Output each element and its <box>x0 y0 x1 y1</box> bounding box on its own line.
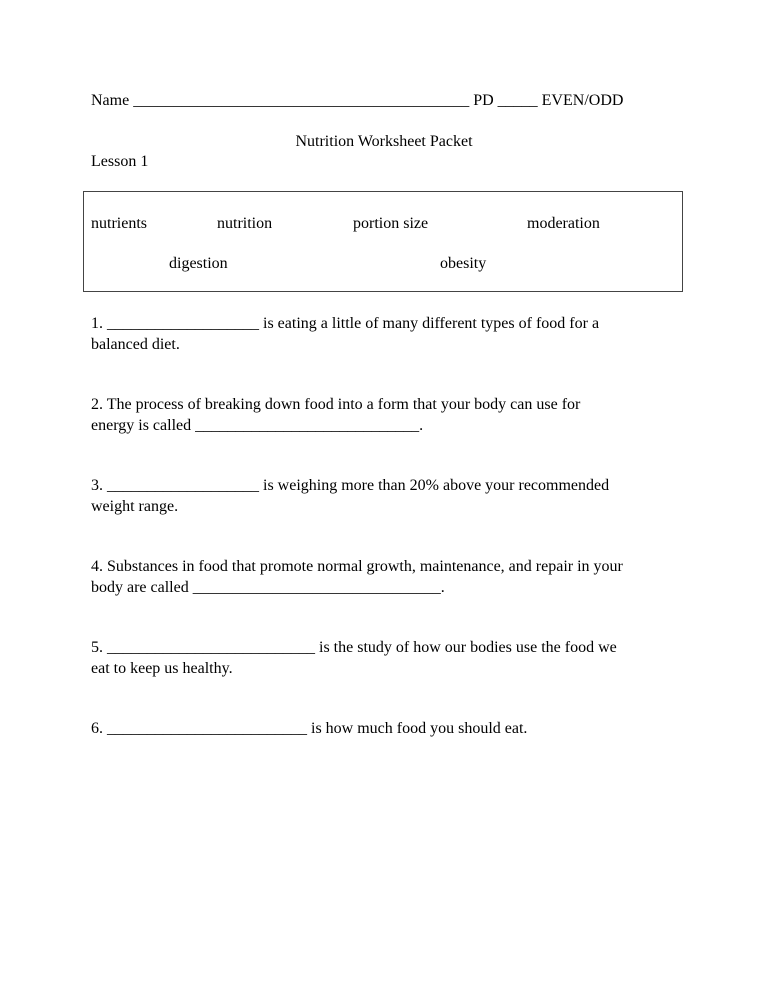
word-bank-item: digestion <box>169 255 228 272</box>
question-text: 1. ___________________ is eating a little of many different types of food for a <box>91 315 600 332</box>
question-text: 2. The process of breaking down food into a form that your body can use for <box>91 396 581 413</box>
question-text: 3. ___________________ is weighing more than 20% above your recommended <box>91 477 610 494</box>
question-text: 6. _________________________ is how much food you should eat. <box>91 720 528 737</box>
question-text: 4. Substances in food that promote normal growth, maintenance, and repair in your <box>91 558 623 575</box>
word-bank-item: nutrition <box>217 215 273 232</box>
word-bank-item: obesity <box>440 255 487 272</box>
question-text: body are called _______________________________. <box>91 579 445 596</box>
word-bank-box <box>83 191 683 292</box>
worksheet-title: Nutrition Worksheet Packet <box>295 133 473 150</box>
question-1 <box>91 313 691 355</box>
question-4 <box>91 556 691 598</box>
question-text: weight range. <box>91 498 179 515</box>
question-text: 5. __________________________ is the study of how our bodies use the food we <box>91 639 617 656</box>
question-2 <box>91 394 691 436</box>
question-6 <box>91 718 691 739</box>
question-text: eat to keep us healthy. <box>91 660 233 677</box>
question-5 <box>91 637 691 679</box>
question-text: balanced diet. <box>91 336 180 353</box>
lesson-label: Lesson 1 <box>91 153 149 170</box>
word-bank-item: nutrients <box>91 215 147 232</box>
question-text: energy is called ____________________________. <box>91 417 424 434</box>
word-bank-item: portion size <box>353 215 429 232</box>
word-bank-item: moderation <box>527 215 600 232</box>
question-3 <box>91 475 691 517</box>
name-period-line: Name __________________________________________ PD _____ EVEN/ODD <box>91 92 624 109</box>
